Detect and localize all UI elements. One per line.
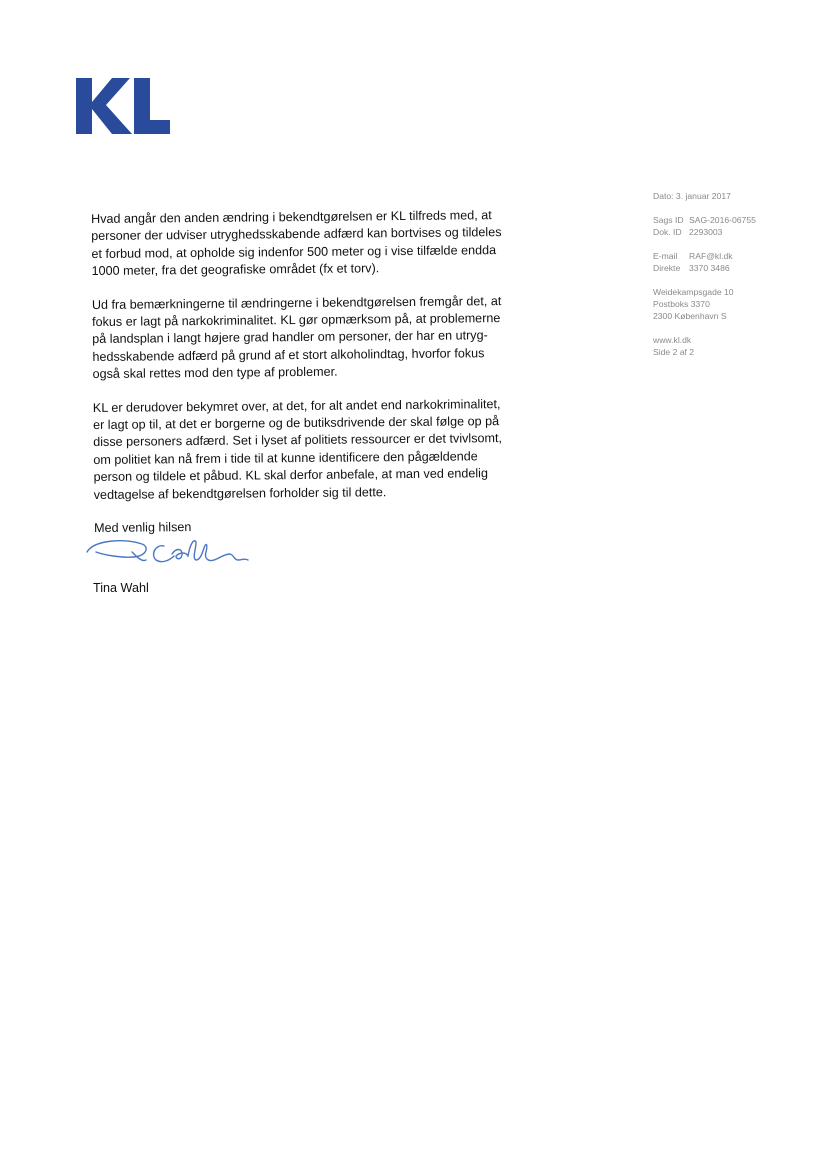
body-line: Ud fra bemærkningerne til ændringerne i bekendtgørelsen fremgår det, at	[91, 293, 502, 312]
letter-body	[91, 206, 564, 553]
body-line: om politiet kan nå frem i tide til at kunne identificere den pågældende	[93, 449, 478, 467]
meta-email-label: E-mail	[653, 251, 678, 261]
meta-date-group	[653, 190, 823, 202]
body-line: Hvad angår den anden ændring i bekendtgørelsen er KL tilfreds med, at	[91, 208, 492, 226]
meta-dok-id	[653, 226, 823, 238]
body-line: 1000 meter, fra det geografiske området (fx et torv).	[91, 261, 380, 279]
meta-ids-group	[653, 214, 823, 238]
meta-web-group	[653, 334, 823, 358]
meta-date: Dato: 3. januar 2017	[653, 191, 731, 201]
meta-web: www.kl.dk	[653, 335, 692, 345]
body-line: fokus er lagt på narkokriminalitet. KL gør opmærksom på, at problemerne	[91, 311, 501, 330]
meta-sags-id-value: SAG-2016-06755	[689, 215, 756, 225]
body-line: KL er derudover bekymret over, at det, for alt andet end narkokriminalitet,	[92, 396, 501, 415]
meta-sags-id-label: Sags ID	[653, 215, 684, 225]
signer-name: Tina Wahl	[93, 581, 149, 595]
meta-direkte-value: 3370 3486	[689, 263, 730, 273]
body-line: personer der udviser utryghedsskabende adfærd kan bortvises og tildeles	[91, 225, 502, 244]
meta-address-city: 2300 København S	[653, 311, 727, 321]
body-line: disse personers adfærd. Set i lyset af politiets ressourcer er det tvivlsomt,	[93, 431, 503, 450]
meta-dok-id-value: 2293003	[689, 227, 723, 237]
meta-address-street: Weidekampsgade 10	[653, 287, 734, 297]
meta-address-group	[653, 286, 823, 322]
body-line: på landsplan i langt højere grad handler om personer, der har en utryg-	[92, 328, 488, 347]
kl-logo-mark	[76, 76, 170, 136]
meta-address-box: Postboks 3370	[653, 299, 710, 309]
meta-sags-id	[653, 214, 823, 226]
body-line: et forbud mod, at opholde sig indenfor 500 meter og i vise tilfælde endda	[91, 242, 497, 261]
body-paragraph-2	[92, 292, 563, 384]
meta-email-value: RAF@kl.dk	[689, 251, 733, 261]
meta-direkte-label: Direkte	[653, 263, 681, 273]
closing-salutation: Med venlig hilsen	[93, 520, 192, 536]
meta-contact-group	[653, 250, 823, 274]
body-line: er lagt op til, at det er borgerne og de butiksdrivende der skal følge op på	[92, 414, 500, 433]
meta-dok-id-label: Dok. ID	[653, 227, 682, 237]
body-line: også skal rettes mod den type af problemer.	[92, 364, 338, 382]
body-line: person og tildele et påbud. KL skal derfor anbefale, at man ved endelig	[93, 466, 489, 485]
meta-direkte	[653, 262, 823, 274]
handwritten-signature	[84, 530, 254, 580]
body-line: vedtagelse af bekendtgørelsen forholder sig til dette.	[93, 484, 387, 502]
signature-scribble	[84, 530, 254, 580]
body-paragraph-1	[91, 206, 562, 280]
letter-meta-column	[653, 190, 823, 370]
meta-page-number: Side 2 af 2	[653, 347, 695, 357]
meta-email	[653, 250, 823, 262]
kl-logo	[76, 76, 170, 136]
body-paragraph-3	[93, 395, 564, 504]
body-line: hedsskabende adfærd på grund af et stort alkoholindtag, hvorfor fokus	[92, 346, 485, 364]
